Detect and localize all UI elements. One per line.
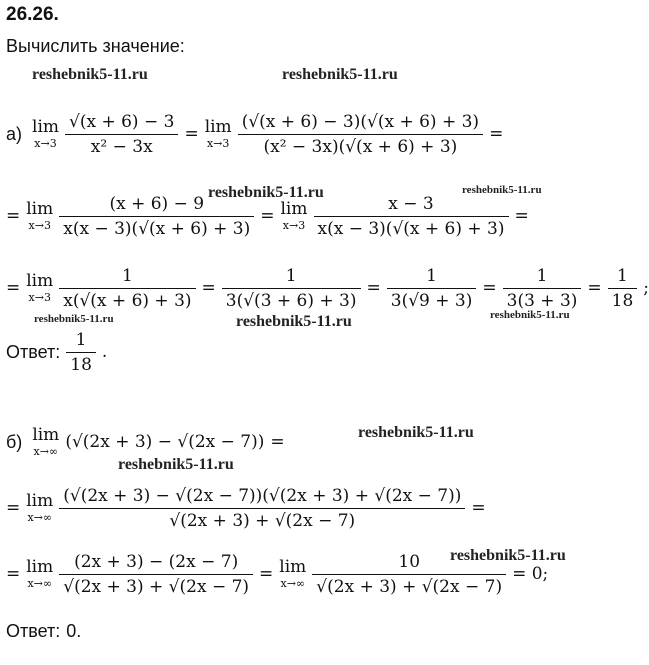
problem-number: 26.26.	[6, 4, 59, 25]
equals-sign: =	[587, 278, 602, 298]
equals-sign: =	[489, 124, 504, 144]
result: = 0;	[512, 564, 549, 584]
part-a-line-2	[6, 186, 529, 246]
part-a-line-3	[6, 258, 649, 318]
answer-value: 0.	[66, 620, 82, 641]
watermark: reshebnik5-11.ru	[208, 184, 324, 201]
equals-sign: =	[259, 564, 274, 584]
equals-sign: =	[201, 278, 216, 298]
equals-sign: =	[6, 564, 21, 584]
equals-sign: =	[184, 124, 199, 144]
limit: lim x→3	[204, 117, 232, 150]
equals-sign: =	[260, 206, 275, 226]
watermark: reshebnik5-11.ru	[236, 313, 352, 330]
equals-sign: =	[6, 498, 21, 518]
fraction: $\frac{(2x + 3) - (2x - 7)}{√(2x + 3) + √(2x - 7)}$	[59, 552, 253, 597]
equals-sign: =	[514, 206, 529, 226]
task-statement: Вычислить значение:	[6, 36, 185, 56]
equals-sign: =	[471, 498, 486, 518]
part-b-line-1	[6, 424, 285, 460]
limit: lim x→3	[26, 271, 54, 304]
watermark: reshebnik5-11.ru	[282, 66, 398, 83]
semicolon: ;	[643, 278, 649, 298]
part-b-line-2	[6, 478, 486, 538]
part-a-line-1	[6, 104, 503, 164]
answer-fraction: $\frac{1}{18}$	[66, 330, 96, 375]
limit: lim x→3	[280, 199, 308, 232]
limit: lim x→∞	[279, 557, 307, 590]
limit: lim x→∞	[26, 557, 54, 590]
fraction: $\frac{1}{3(3 + 3)}$	[503, 266, 582, 311]
part-label: б)	[6, 431, 23, 452]
answer-label: Ответ:	[6, 620, 61, 641]
watermark: reshebnik5-11.ru	[462, 184, 542, 196]
limit: lim x→∞	[26, 491, 54, 524]
fraction: $\frac{(√(x + 6) - 3)(√(x + 6) + 3)}{\text{(x² − 3x)(√(x + 6) + 3)}}$	[238, 112, 483, 157]
equals-sign: =	[482, 278, 497, 298]
watermark: reshebnik5-11.ru	[32, 66, 148, 83]
part-a-answer	[6, 326, 107, 378]
period: .	[101, 342, 108, 362]
watermark: reshebnik5-11.ru	[490, 309, 570, 321]
fraction: $\frac{1}{3(√9 + 3)}$	[387, 266, 477, 311]
limit: lim x→∞	[32, 425, 60, 458]
watermark: reshebnik5-11.ru	[450, 547, 566, 564]
fraction: $\frac{x - 3}{x(x - 3)(√(x + 6) + 3)}$	[314, 194, 509, 239]
answer-label: Ответ:	[6, 341, 61, 362]
watermark: reshebnik5-11.ru	[358, 424, 474, 441]
watermark: reshebnik5-11.ru	[34, 313, 114, 325]
equals-sign: =	[366, 278, 381, 298]
watermark: reshebnik5-11.ru	[118, 456, 234, 473]
fraction: $\frac{1}{3(√(3 + 6) + 3)}$	[222, 266, 361, 311]
fraction: $\frac{(√(2x + 3) - √(2x - 7))(√(2x + 3) + √(2x - 7))}{√(2x + 3) + √(2x - 7)}$	[59, 486, 465, 531]
fraction: $\frac{1}{x(√(x + 6) + 3)}$	[59, 266, 195, 311]
limit: lim x→3	[26, 199, 54, 232]
equals-sign: =	[6, 278, 21, 298]
part-label: а)	[6, 123, 23, 144]
equals-sign: =	[270, 432, 285, 452]
fraction: $\frac{1}{18}$	[608, 266, 638, 311]
fraction: $\frac{10}{√(2x + 3) + √(2x - 7)}$	[312, 552, 506, 597]
limit: lim x→3	[32, 117, 60, 150]
fraction: $\frac{(x + 6) - 9}{x(x - 3)(√(x + 6) + 3)}$	[59, 194, 254, 239]
equals-sign: =	[6, 206, 21, 226]
fraction: $\frac{√(x + 6) - 3}{\text{x² − 3x}}$	[65, 112, 178, 157]
part-b-answer	[6, 618, 81, 644]
part-b-line-3	[6, 544, 548, 604]
expression: (√(2x + 3) − √(2x − 7))	[65, 432, 265, 452]
